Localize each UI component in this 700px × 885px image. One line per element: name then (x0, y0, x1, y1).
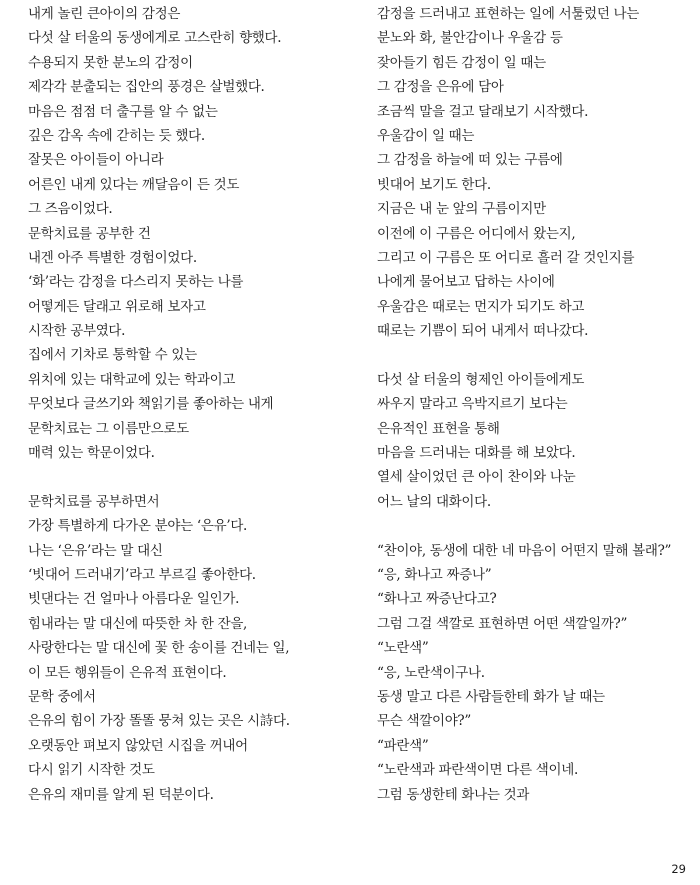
text-line: 은유의 힘이 가장 똘똘 뭉쳐 있는 곳은 시詩다. (28, 713, 290, 730)
text-line: ‘빗대어 드러내기’라고 부르길 좋아한다. (28, 566, 256, 583)
text-line: 다시 읽기 시작한 것도 (28, 762, 155, 779)
text-line: 집에서 기차로 통학할 수 있는 (28, 347, 197, 364)
text-line: 다섯 살 터울의 동생에게로 고스란히 향했다. (28, 30, 282, 47)
text-line: ‘화’라는 감정을 다스리지 못하는 나를 (28, 274, 244, 291)
text-line: “파란색” (377, 737, 429, 754)
text-line: 사랑한다는 말 대신에 꽃 한 송이를 건네는 일, (28, 640, 290, 657)
text-line: 조금씩 말을 걸고 달래보기 시작했다. (377, 103, 589, 120)
text-line: 내게 놀린 큰아이의 감정은 (28, 6, 181, 22)
text-line: “응, 노란색이구나. (377, 664, 485, 681)
text-line: 그럼 동생한테 화나는 것과 (377, 786, 530, 803)
text-line: 이 모든 행위들이 은유적 표현이다. (28, 664, 227, 681)
text-line: 위치에 있는 대학교에 있는 학과이고 (28, 371, 236, 388)
text-line: 수용되지 못한 분노의 감정이 (28, 54, 193, 71)
text-line: 은유적인 표현을 통해 (377, 420, 500, 437)
text-line: 어떻게든 달래고 위로해 보자고 (28, 298, 206, 315)
paragraph-gap (377, 514, 695, 538)
text-line: 제각각 분출되는 집안의 풍경은 살벌했다. (28, 79, 265, 96)
text-line: 그 감정을 하늘에 떠 있는 구름에 (377, 152, 563, 169)
text-line: 문학치료를 공부한 건 (28, 225, 151, 242)
text-line: 내겐 아주 특별한 경험이었다. (28, 249, 197, 266)
text-line: “노란색” (377, 640, 429, 657)
text-line: 오랫동안 펴보지 않았던 시집을 꺼내어 (28, 737, 248, 754)
text-line: 우울감이 일 때는 (377, 127, 475, 144)
text-line: 어른인 내게 있다는 깨달음이 든 것도 (28, 176, 240, 193)
text-line: 동생 말고 다른 사람들한테 화가 날 때는 (377, 688, 605, 705)
page-number: 29 (671, 862, 686, 876)
text-line: “응, 화나고 짜증나” (377, 566, 492, 583)
paragraph-gap (28, 465, 358, 489)
text-line: 가장 특별하게 다가온 분야는 ‘은유’다. (28, 518, 248, 535)
text-line: 나에게 물어보고 답하는 사이에 (377, 274, 555, 291)
text-line: “화나고 짜증난다고? (377, 591, 497, 608)
text-line: “찬이야, 동생에 대한 네 마음이 어떤지 말해 볼래?” (377, 542, 672, 559)
text-line: 열세 살이었던 큰 아이 찬이와 나눈 (377, 469, 576, 486)
text-line: 분노와 화, 불안감이나 우울감 등 (377, 30, 563, 47)
text-line: 감정을 드러내고 표현하는 일에 서툴렀던 나는 (377, 6, 640, 22)
text-line: 마음을 드러내는 대화를 해 보았다. (377, 445, 576, 462)
text-line: 문학치료는 그 이름만으로도 (28, 420, 189, 437)
text-line: 그 즈음이었다. (28, 201, 113, 218)
text-line: 나는 ‘은유’라는 말 대신 (28, 542, 163, 559)
right-column (377, 2, 695, 807)
text-line: 잦아들기 힘든 감정이 일 때는 (377, 54, 546, 71)
text-line: 문학 중에서 (28, 688, 96, 705)
text-line: 빗댄다는 건 얼마나 아름다운 일인가. (28, 591, 240, 608)
text-line: 마음은 점점 더 출구를 알 수 없는 (28, 103, 218, 120)
text-line: 이전에 이 구름은 어디에서 왔는지, (377, 225, 576, 242)
left-column (28, 2, 358, 807)
text-line: 무엇보다 글쓰기와 책읽기를 좋아하는 내게 (28, 396, 274, 413)
text-line: 문학치료를 공부하면서 (28, 493, 160, 510)
text-line: 은유의 재미를 알게 된 덕분이다. (28, 786, 214, 803)
text-line: 깊은 감옥 속에 갇히는 듯 했다. (28, 127, 205, 144)
paragraph-gap (377, 343, 695, 367)
text-line: 우울감은 때로는 먼지가 되기도 하고 (377, 298, 585, 315)
text-line: 힘내라는 말 대신에 따뜻한 차 한 잔을, (28, 615, 248, 632)
text-line: 그리고 이 구름은 또 어디로 흘러 갈 것인지를 (377, 249, 635, 266)
text-line: 무슨 색깔이야?” (377, 713, 471, 730)
text-line: 빗대어 보기도 한다. (377, 176, 491, 193)
text-line: 싸우지 말라고 윽박지르기 보다는 (377, 396, 568, 413)
text-line: 다섯 살 터울의 형제인 아이들에게도 (377, 371, 585, 388)
text-line: 매력 있는 학문이었다. (28, 445, 155, 462)
text-line: 지금은 내 눈 앞의 구름이지만 (377, 201, 546, 218)
text-line: 잘못은 아이들이 아니라 (28, 152, 164, 169)
text-line: “노란색과 파란색이면 다른 색이네. (377, 762, 578, 779)
text-line: 시작한 공부였다. (28, 323, 126, 340)
text-line: 그럼 그걸 색깔로 표현하면 어떤 색깔일까?” (377, 615, 628, 632)
text-line: 그 감정을 은유에 담아 (377, 79, 504, 96)
text-line: 때로는 기쁨이 되어 내게서 떠나갔다. (377, 323, 589, 340)
text-line: 어느 날의 대화이다. (377, 493, 491, 510)
